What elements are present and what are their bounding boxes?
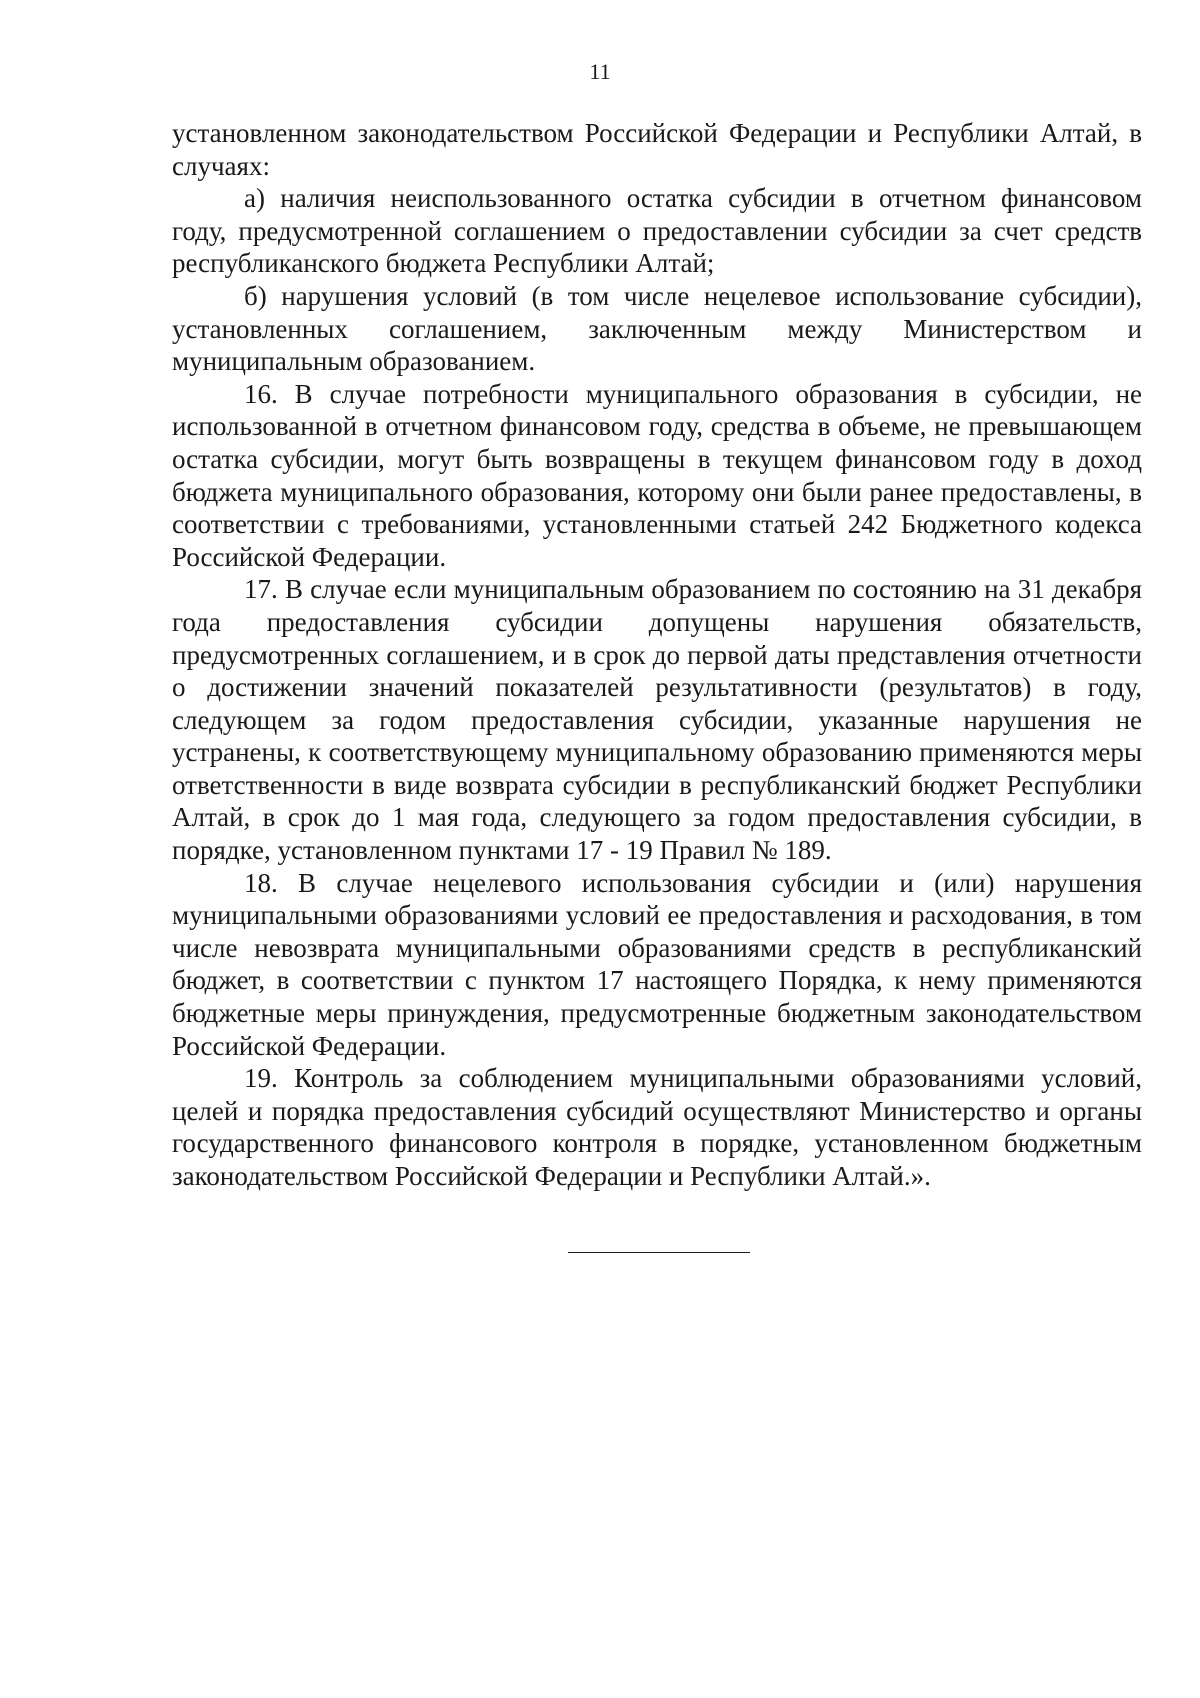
paragraph-clause-17: 17. В случае если муниципальным образованием по состоянию на 31 декабря года предоставления субсидии допущены нарушения обязательств, предусмотренных соглашением, и в срок до первой даты представления отчетности о достижении значений показателей результативности (результатов) в году, следующем за годом предоставления субсидии, указанные нарушения не устранены, к соответствующему муниципальному образованию применяются меры ответственности в виде возврата субсидии в республиканский бюджет Республики Алтай, в срок до 1 мая года, следующего за годом предоставления субсидии, в порядке, установленном пунктами 17 - 19 Правил № 189. [172,574,1142,866]
paragraph-clause-19: 19. Контроль за соблюдением муниципальными образованиями условий, целей и порядка предоставления субсидий осуществляют Министерство и органы государственного финансового контроля в порядке, установленном бюджетным законодательством Российской Федерации и Республики Алтай.». [172,1063,1142,1191]
paragraph-item-b: б) нарушения условий (в том числе нецелевое использование субсидии), установленных соглашением, заключенным между Министерством и муниципальным образованием. [172,280,1142,377]
end-of-document-rule [568,1252,750,1253]
paragraph-clause-18: 18. В случае нецелевого использования субсидии и (или) нарушения муниципальными образованиями условий ее предоставления и расходования, в том числе невозврата муниципальными образованиями средств в республиканский бюджет, в соответствии с пунктом 17 настоящего Порядка, к нему применяются бюджетные меры принуждения, предусмотренные бюджетным законодательством Российской Федерации. [172,867,1142,1061]
page-number: 11 [589,59,611,84]
paragraph-continuation: установленном законодательством Российской Федерации и Республики Алтай, в случаях: [172,118,1142,181]
paragraph-item-a: а) наличия неиспользованного остатка субсидии в отчетном финансовом году, предусмотренной соглашением о предоставлении субсидии за счет средств республиканского бюджета Республики Алтай; [172,183,1142,279]
document-body [172,117,1142,1193]
paragraph-clause-16: 16. В случае потребности муниципального образования в субсидии, не использованной в отчетном финансовом году, средства в объеме, не превышающем остатка субсидии, могут быть возвращены в текущем финансовом году в доход бюджета муниципального образования, которому они были ранее предоставлены, в соответствии с требованиями, установленными статьей 242 Бюджетного кодекса Российской Федерации. [172,378,1142,572]
